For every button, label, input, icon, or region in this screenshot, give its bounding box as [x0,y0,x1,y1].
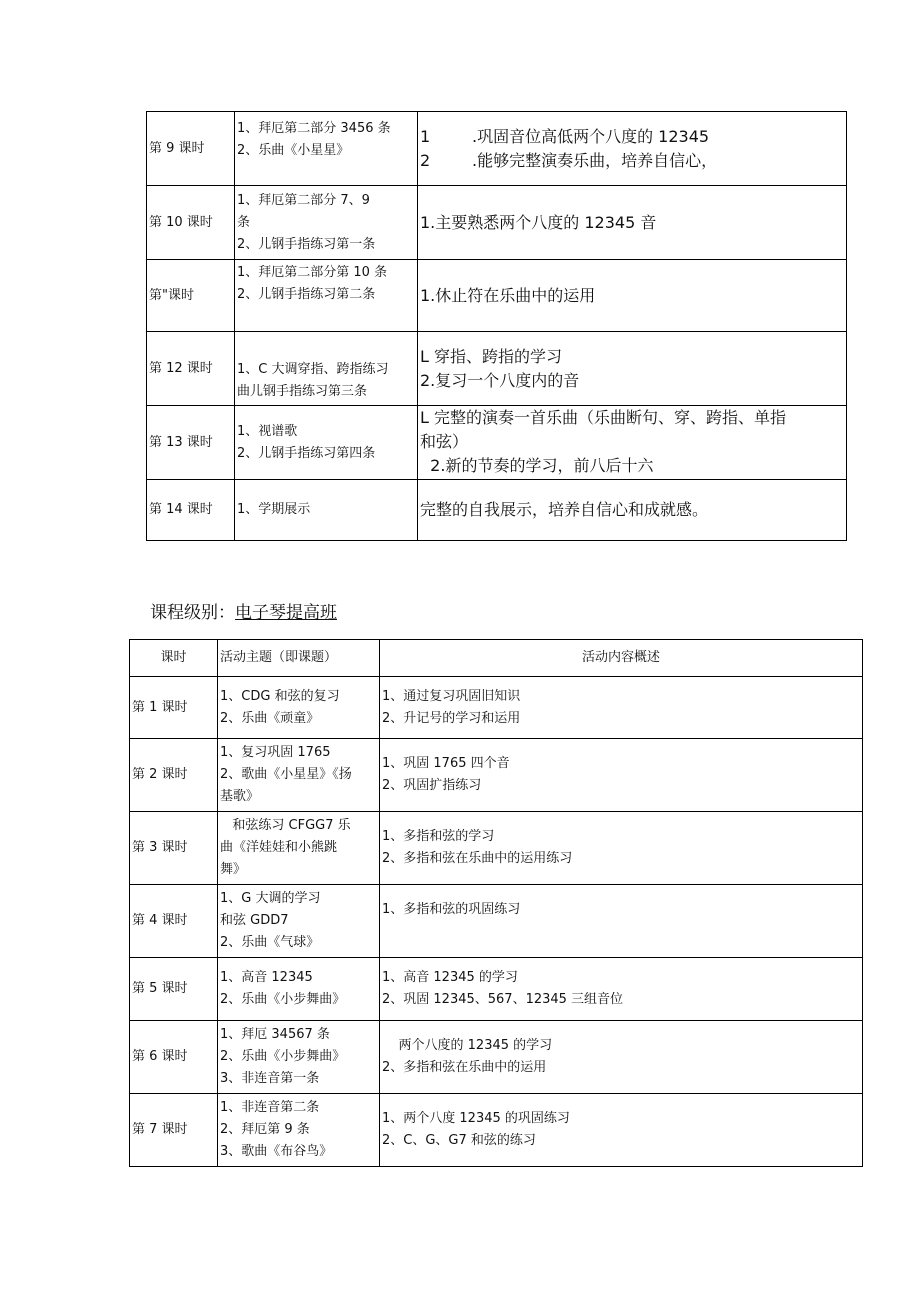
table-row [147,480,847,541]
lesson-cell: 第 13 课时 [147,406,235,480]
lesson-cell: 第 3 课时 [130,812,218,885]
content-cell: 1.休止符在乐曲中的运用 [418,260,847,332]
lesson-cell: 第 10 课时 [147,186,235,260]
header-topic: 活动主题（即课题） [218,640,380,677]
content-cell: 1、高音 12345 的学习 2、巩固 12345、567、12345 三组音位 [380,958,863,1021]
lesson-cell: 第 6 课时 [130,1021,218,1094]
header-content: 活动内容概述 [380,640,863,677]
topic-cell: 1、视谱歌 2、儿钢手指练习第四条 [235,406,418,480]
topic-cell: 1、非连音第二条 2、拜厄第 9 条 3、歌曲《布谷鸟》 [218,1094,380,1167]
lesson-cell: 第 5 课时 [130,958,218,1021]
course-level-value: 电子琴提高班 [235,603,337,623]
table-row [130,885,863,958]
lesson-cell: 第 1 课时 [130,677,218,739]
lesson-table-1 [146,111,847,541]
lesson-cell: 第 9 课时 [147,112,235,186]
content-cell: 1.主要熟悉两个八度的 12345 音 [418,186,847,260]
content-cell: 1 .巩固音位高低两个八度的 12345 2 .能够完整演奏乐曲，培养自信心， [418,112,847,186]
lesson-cell: 第 7 课时 [130,1094,218,1167]
content-cell: 1、通过复习巩固旧知识 2、升记号的学习和运用 [380,677,863,739]
topic-cell: 1、C 大调穿指、跨指练习 曲儿钢手指练习第三条 [235,332,418,406]
topic-cell: 1、学期展示 [235,480,418,541]
table-row [130,812,863,885]
lesson-cell: 第 14 课时 [147,480,235,541]
lesson-cell: 第 2 课时 [130,739,218,812]
table-row [147,186,847,260]
table-header-row [130,640,863,677]
topic-cell: 1、高音 12345 2、乐曲《小步舞曲》 [218,958,380,1021]
topic-cell: 1、拜厄 34567 条 2、乐曲《小步舞曲》 3、非连音第一条 [218,1021,380,1094]
topic-cell: 1、拜厄第二部分第 10 条 2、儿钢手指练习第二条 [235,260,418,332]
course-level-heading [150,598,337,623]
content-cell: 1、巩固 1765 四个音 2、巩固扩指练习 [380,739,863,812]
table-row [147,406,847,480]
topic-cell: 和弦练习 CFGG7 乐 曲《洋娃娃和小熊跳 舞》 [218,812,380,885]
table-row [130,1094,863,1167]
table-row [130,739,863,812]
header-lesson: 课时 [130,640,218,677]
topic-cell: 1、拜厄第二部分 3456 条 2、乐曲《小星星》 [235,112,418,186]
course-level-label: 课程级别： [150,603,235,623]
table-row [130,677,863,739]
topic-cell: 1、拜厄第二部分 7、9 条 2、儿钢手指练习第一条 [235,186,418,260]
table-row [147,332,847,406]
table-row [130,958,863,1021]
content-cell: L 完整的演奏一首乐曲（乐曲断句、穿、跨指、单指 和弦） 2.新的节奏的学习，前八后十六 [418,406,847,480]
table-row [147,260,847,332]
lesson-cell: 第 4 课时 [130,885,218,958]
topic-cell: 1、G 大调的学习 和弦 GDD7 2、乐曲《气球》 [218,885,380,958]
content-cell: 完整的自我展示，培养自信心和成就感。 [418,480,847,541]
content-cell: L 穿指、跨指的学习 2.复习一个八度内的音 [418,332,847,406]
topic-cell: 1、复习巩固 1765 2、歌曲《小星星》《扬 基歌》 [218,739,380,812]
lesson-cell: 第 12 课时 [147,332,235,406]
content-cell: 1、多指和弦的学习 2、多指和弦在乐曲中的运用练习 [380,812,863,885]
content-cell: 1、两个八度 12345 的巩固练习 2、C、G、G7 和弦的练习 [380,1094,863,1167]
lesson-table-2 [129,639,863,1167]
topic-cell: 1、CDG 和弦的复习 2、乐曲《顽童》 [218,677,380,739]
content-cell: 两个八度的 12345 的学习 2、多指和弦在乐曲中的运用 [380,1021,863,1094]
lesson-cell: 第"课时 [147,260,235,332]
table-row [130,1021,863,1094]
table-row [147,112,847,186]
content-cell: 1、多指和弦的巩固练习 [380,885,863,958]
